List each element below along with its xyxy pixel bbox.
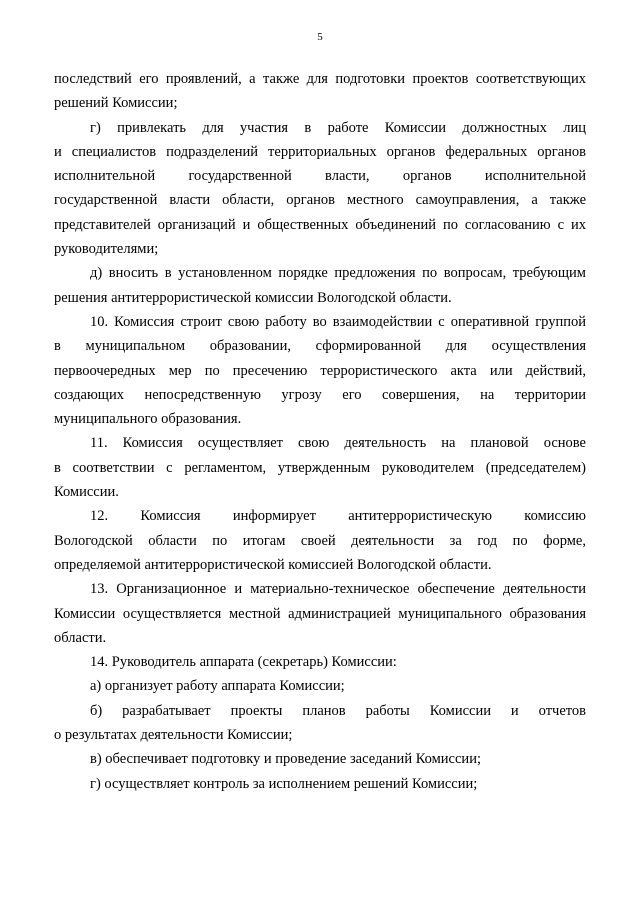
paragraph-line: 11. Комиссия осуществляет свою деятельность на плановой основе: [90, 435, 586, 452]
paragraph-line: Вологодской области по итогам своей деятельности за год по форме,: [54, 532, 586, 549]
paragraph-line: определяемой антитеррористической комиссией Вологодской области.: [54, 556, 492, 573]
paragraph-line: последствий его проявлений, а также для подготовки проектов соответствующих: [54, 71, 586, 87]
paragraph-line: 12. Комиссия информирует антитеррористическую комиссию: [90, 508, 586, 525]
paragraph-line: государственной власти области, органов местного самоуправления, а также: [54, 192, 586, 209]
paragraph-line: в муниципальном образовании, сформированной для осуществления: [54, 338, 586, 355]
paragraph-line: Комиссии осуществляется местной администрацией муниципального образования: [54, 605, 586, 622]
paragraph-line: г) осуществляет контроль за исполнением решений Комиссии;: [90, 775, 478, 792]
paragraph-line: решения антитеррористической комиссии Вологодской области.: [54, 289, 452, 306]
paragraph-line: представителей организаций и общественных объединений по согласованию с их: [54, 216, 586, 233]
paragraph-5: [54, 504, 586, 577]
paragraph-line: первоочередных мер по пресечению террористического акта или действий,: [54, 362, 586, 379]
paragraph-2: [54, 261, 586, 310]
paragraph-line: исполнительной государственной власти, органов исполнительной: [54, 168, 586, 185]
paragraph-1: [54, 116, 586, 262]
paragraph-line: г) привлекать для участия в работе Комиссии должностных лиц: [90, 119, 586, 136]
paragraph-line: Комиссии.: [54, 484, 119, 501]
paragraph-3: [54, 310, 586, 431]
paragraph-line: решений Комиссии;: [54, 95, 178, 112]
paragraph-7: [54, 650, 586, 674]
paragraph-line: 13. Организационное и материально-техническое обеспечение деятельности: [90, 581, 586, 598]
paragraph-10: [54, 747, 586, 771]
paragraph-line: и специалистов подразделений территориальных органов федеральных органов: [54, 143, 586, 160]
paragraph-line: о результатах деятельности Комиссии;: [54, 727, 293, 744]
paragraph-line: 10. Комиссия строит свою работу во взаимодействии с оперативной группой: [90, 313, 586, 330]
paragraph-line: д) вносить в установленном порядке предложения по вопросам, требующим: [90, 265, 586, 282]
paragraph-line: 14. Руководитель аппарата (секретарь) Комиссии:: [90, 654, 397, 671]
paragraph-11: [54, 772, 586, 796]
paragraph-line: области.: [54, 629, 107, 646]
paragraph-line: создающих непосредственную угрозу его совершения, на территории: [54, 386, 586, 403]
paragraph-line: муниципального образования.: [54, 411, 242, 428]
paragraph-line: руководителями;: [54, 241, 159, 258]
paragraph-line: в) обеспечивает подготовку и проведение заседаний Комиссии;: [90, 751, 481, 768]
paragraph-line: в соответствии с регламентом, утвержденным руководителем (председателем): [54, 459, 586, 476]
document-body: [54, 67, 586, 796]
paragraph-8: [54, 674, 586, 698]
paragraph-line: б) разрабатывает проекты планов работы Комиссии и отчетов: [90, 702, 586, 719]
paragraph-0: [54, 67, 586, 116]
paragraph-9: [54, 699, 586, 748]
paragraph-6: [54, 577, 586, 650]
paragraph-4: [54, 431, 586, 504]
paragraph-line: а) организует работу аппарата Комиссии;: [90, 678, 345, 695]
page-number: 5: [317, 31, 323, 43]
